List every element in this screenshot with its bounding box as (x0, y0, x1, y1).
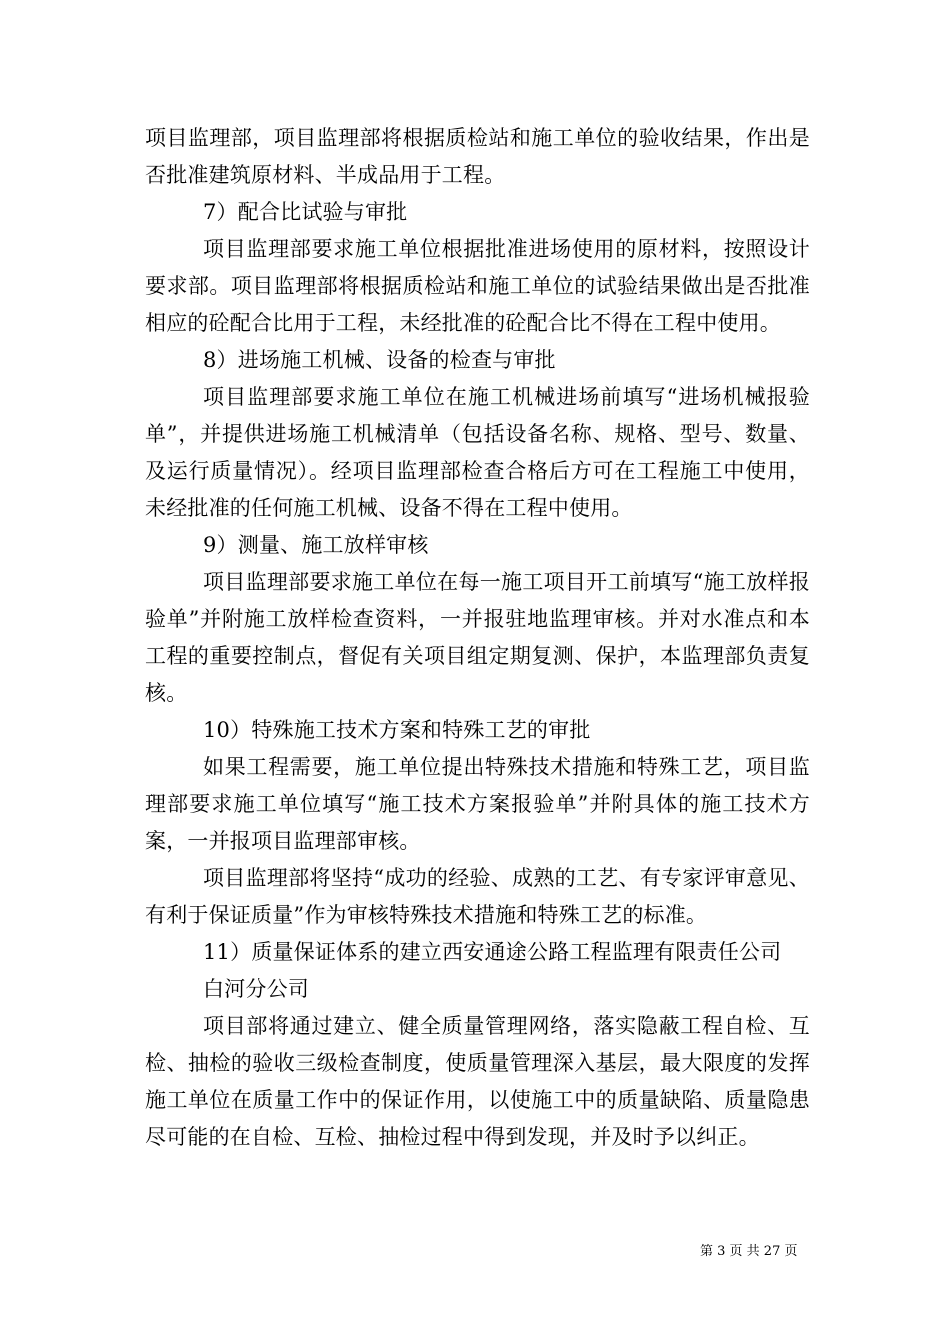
page-number-footer: 第 3 页 共 27 页 (700, 1244, 798, 1259)
paragraph-mix-ratio: 项目监理部要求施工单位根据批准进场使用的原材料，按照设计要求部。项目监理部将根据质检站和施工单位的试验结果做出是否批准相应的砼配合比用于工程，未经批准的砼配合比不得在工程中使用。 (145, 237, 810, 335)
paragraph-survey: 项目监理部要求施工单位在每一施工项目开工前填写“施工放样报验单”并附施工放样检查资料，一并报驻地监理审核。并对水准点和本工程的重要控制点，督促有关项目组定期复测、保护，本监理部负责复核。 (145, 570, 810, 705)
paragraph-machinery: 项目监理部要求施工单位在施工机械进场前填写“进场机械报验单”，并提供进场施工机械清单（包括设备名称、规格、型号、数量、及运行质量情况）。经项目监理部检查合格后方可在工程施工中使用，未经批准的任何施工机械、设备不得在工程中使用。 (145, 385, 810, 520)
document-body (145, 120, 810, 1156)
paragraph-quality-system: 项目部将通过建立、健全质量管理网络，落实隐蔽工程自检、互检、抽检的验收三级检查制度，使质量管理深入基层，最大限度的发挥施工单位在质量工作中的保证作用，以使施工中的质量缺陷、质量隐患尽可能的在自检、互检、抽检过程中得到发现，并及时予以纠正。 (145, 1014, 810, 1149)
section-heading-11: 11）质量保证体系的建立西安通途公路工程监理有限责任公司 (203, 940, 782, 964)
section-heading-10: 10）特殊施工技术方案和特殊工艺的审批 (203, 718, 591, 742)
section-heading-8: 8）进场施工机械、设备的检查与审批 (203, 348, 556, 372)
paragraph-continuation: 项目监理部，项目监理部将根据质检站和施工单位的验收结果，作出是否批准建筑原材料、半成品用于工程。 (145, 126, 810, 187)
section-heading-7: 7）配合比试验与审批 (203, 200, 408, 224)
paragraph-review-standard: 项目监理部将坚持“成功的经验、成熟的工艺、有专家评审意见、有利于保证质量”作为审核特殊技术措施和特殊工艺的标准。 (145, 866, 810, 927)
paragraph-special-tech: 如果工程需要，施工单位提出特殊技术措施和特殊工艺，项目监理部要求施工单位填写“施工技术方案报验单”并附具体的施工技术方案，一并报项目监理部审核。 (145, 755, 810, 853)
section-heading-11-continued: 白河分公司 (203, 977, 309, 1001)
section-heading-9: 9）测量、施工放样审核 (203, 533, 429, 557)
